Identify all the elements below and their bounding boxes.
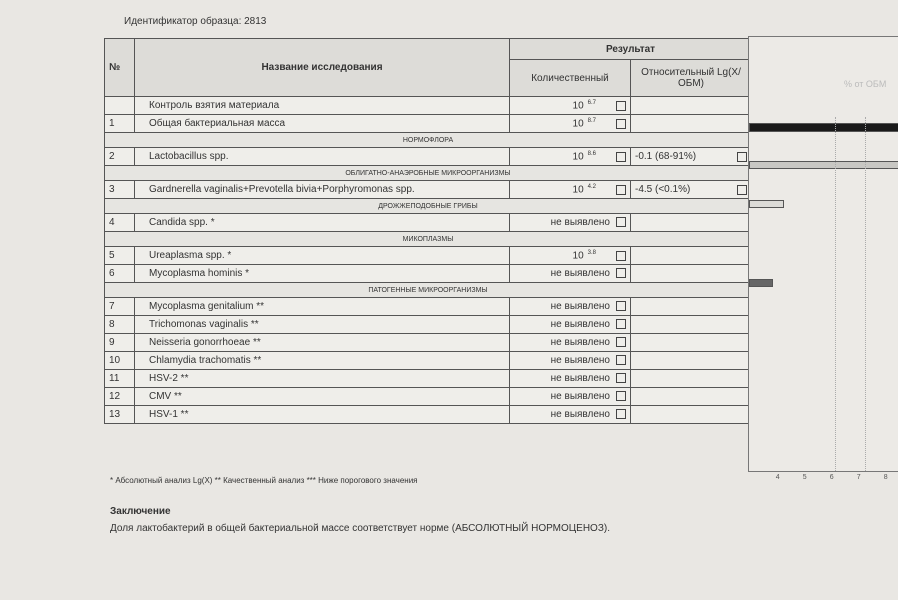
quant-exponent: 8.7: [587, 117, 596, 124]
quant-cell: [510, 265, 631, 283]
table-row: [105, 406, 752, 424]
x-tick-label: 8: [883, 474, 888, 481]
quant-cell: [510, 352, 631, 370]
footnote-legend: * Абсолютный анализ Lg(X) ** Качественный анализ *** Ниже порогового значения: [110, 476, 418, 485]
quant-cell: [510, 115, 631, 133]
row-no: 13: [105, 406, 135, 424]
section-title: ПАТОГЕННЫЕ МИКРООРГАНИЗМЫ: [105, 283, 752, 298]
checkbox[interactable]: [616, 391, 626, 401]
quant-cell: [510, 334, 631, 352]
results-table: [104, 38, 752, 424]
row-name: Trichomonas vaginalis **: [135, 316, 510, 334]
section-row: [105, 232, 752, 247]
checkbox[interactable]: [616, 251, 626, 261]
chart-bar-row-2: [749, 161, 898, 169]
checkbox[interactable]: [737, 152, 747, 162]
rel-cell: [631, 181, 752, 199]
table-row: [105, 247, 752, 265]
table-row: [105, 115, 752, 133]
row-name: Gardnerella vaginalis+Prevotella bivia+Porphyromonas spp.: [135, 181, 510, 199]
col-rel: Относительный Lg(X/ОБМ): [631, 60, 752, 97]
row-no: 10: [105, 352, 135, 370]
row-name: Mycoplasma hominis *: [135, 265, 510, 283]
rel-cell: [631, 298, 752, 316]
table-row: [105, 181, 752, 199]
quant-cell: [510, 181, 631, 199]
checkbox[interactable]: [616, 337, 626, 347]
quant-cell: [510, 370, 631, 388]
checkbox[interactable]: [616, 101, 626, 111]
x-tick-label: 7: [856, 474, 861, 481]
checkbox[interactable]: [616, 319, 626, 329]
checkbox[interactable]: [616, 268, 626, 278]
row-name: Lactobacillus spp.: [135, 148, 510, 166]
table-row: [105, 148, 752, 166]
rel-cell: [631, 265, 752, 283]
table-row: [105, 370, 752, 388]
row-no: 5: [105, 247, 135, 265]
table-row: [105, 214, 752, 232]
quant-cell: [510, 97, 631, 115]
quant-value: не выявлено: [550, 268, 610, 279]
x-tick-label: 4: [775, 474, 780, 481]
rel-cell: [631, 352, 752, 370]
quant-value: не выявлено: [550, 301, 610, 312]
quant-exponent: 6.7: [587, 99, 596, 106]
checkbox[interactable]: [616, 355, 626, 365]
row-name: Контроль взятия материала: [135, 97, 510, 115]
quant-base: 10: [572, 100, 584, 112]
checkbox[interactable]: [616, 185, 626, 195]
rel-value: -0.1 (68-91%): [635, 151, 697, 162]
quant-cell: [510, 316, 631, 334]
table-row: [105, 298, 752, 316]
quant-cell: [510, 298, 631, 316]
quant-base: 10: [572, 184, 584, 196]
table-row: [105, 316, 752, 334]
quant-base: 10: [572, 118, 584, 130]
section-row: [105, 199, 752, 214]
table-row: [105, 388, 752, 406]
section-title: НОРМОФЛОРА: [105, 133, 752, 148]
table-row: [105, 352, 752, 370]
rel-cell: [631, 316, 752, 334]
row-name: CMV **: [135, 388, 510, 406]
rel-cell: [631, 334, 752, 352]
quant-exponent: 8.6: [587, 150, 596, 157]
rel-cell: [631, 214, 752, 232]
row-no: 9: [105, 334, 135, 352]
quant-value: не выявлено: [550, 391, 610, 402]
sample-id: Идентификатор образца: 2813: [124, 16, 267, 27]
section-row: [105, 283, 752, 298]
chart-bar-row-5: [749, 279, 773, 287]
checkbox[interactable]: [616, 152, 626, 162]
table-row: [105, 97, 752, 115]
quant-cell: [510, 406, 631, 424]
quant-value: не выявлено: [550, 373, 610, 384]
row-no: 1: [105, 115, 135, 133]
gridline: [835, 117, 836, 471]
section-row: [105, 166, 752, 181]
col-name: Название исследования: [135, 39, 510, 97]
quant-value: не выявлено: [550, 217, 610, 228]
rel-cell: [631, 115, 752, 133]
checkbox[interactable]: [616, 217, 626, 227]
quant-cell: [510, 148, 631, 166]
row-no: [105, 97, 135, 115]
quant-exponent: 3.8: [587, 249, 596, 256]
section-title: МИКОПЛАЗМЫ: [105, 232, 752, 247]
row-no: 3: [105, 181, 135, 199]
row-name: HSV-2 **: [135, 370, 510, 388]
quant-value: не выявлено: [550, 409, 610, 420]
row-name: Chlamydia trachomatis **: [135, 352, 510, 370]
row-no: 11: [105, 370, 135, 388]
quant-cell: [510, 247, 631, 265]
row-no: 7: [105, 298, 135, 316]
section-title: ДРОЖЖЕПОДОБНЫЕ ГРИБЫ: [105, 199, 752, 214]
conclusion-title: Заключение: [110, 506, 171, 517]
quant-value: не выявлено: [550, 337, 610, 348]
table-row: [105, 265, 752, 283]
chart-bar-row-1: [749, 123, 898, 132]
rel-cell: [631, 406, 752, 424]
section-row: [105, 133, 752, 148]
checkbox[interactable]: [616, 409, 626, 419]
row-name: Mycoplasma genitalium **: [135, 298, 510, 316]
quant-exponent: 4.2: [587, 183, 596, 190]
rel-cell: [631, 148, 752, 166]
chart-bar-row-3: [749, 200, 784, 208]
rel-cell: [631, 388, 752, 406]
quant-cell: [510, 214, 631, 232]
checkbox[interactable]: [616, 119, 626, 129]
gridline: [865, 117, 866, 471]
row-no: 4: [105, 214, 135, 232]
rel-value: -4.5 (<0.1%): [635, 184, 691, 195]
rel-cell: [631, 370, 752, 388]
col-no: №: [105, 39, 135, 97]
quant-base: 10: [572, 151, 584, 163]
row-name: Neisseria gonorrhoeae **: [135, 334, 510, 352]
row-name: Ureaplasma spp. *: [135, 247, 510, 265]
quant-cell: [510, 388, 631, 406]
rel-cell: [631, 247, 752, 265]
row-no: 2: [105, 148, 135, 166]
rel-cell: [631, 97, 752, 115]
quant-value: не выявлено: [550, 355, 610, 366]
quant-base: 10: [572, 250, 584, 262]
checkbox[interactable]: [616, 373, 626, 383]
chart: [748, 36, 898, 472]
row-no: 8: [105, 316, 135, 334]
col-quant: Количественный: [510, 60, 631, 97]
col-result: Результат: [510, 39, 752, 60]
conclusion-text: Доля лактобактерий в общей бактериальной массе соответствует норме (АБСОЛЮТНЫЙ НОРМОЦЕНОЗ).: [110, 523, 610, 534]
x-tick-label: 5: [802, 474, 807, 481]
checkbox[interactable]: [737, 185, 747, 195]
section-title: ОБЛИГАТНО-АНАЭРОБНЫЕ МИКРООРГАНИЗМЫ: [105, 166, 752, 181]
x-tick-label: 6: [829, 474, 834, 481]
quant-value: не выявлено: [550, 319, 610, 330]
row-name: Общая бактериальная масса: [135, 115, 510, 133]
checkbox[interactable]: [616, 301, 626, 311]
row-name: Candida spp. *: [135, 214, 510, 232]
row-name: HSV-1 **: [135, 406, 510, 424]
row-no: 12: [105, 388, 135, 406]
table-row: [105, 334, 752, 352]
row-no: 6: [105, 265, 135, 283]
chart-title: % от ОБМ: [844, 79, 887, 89]
